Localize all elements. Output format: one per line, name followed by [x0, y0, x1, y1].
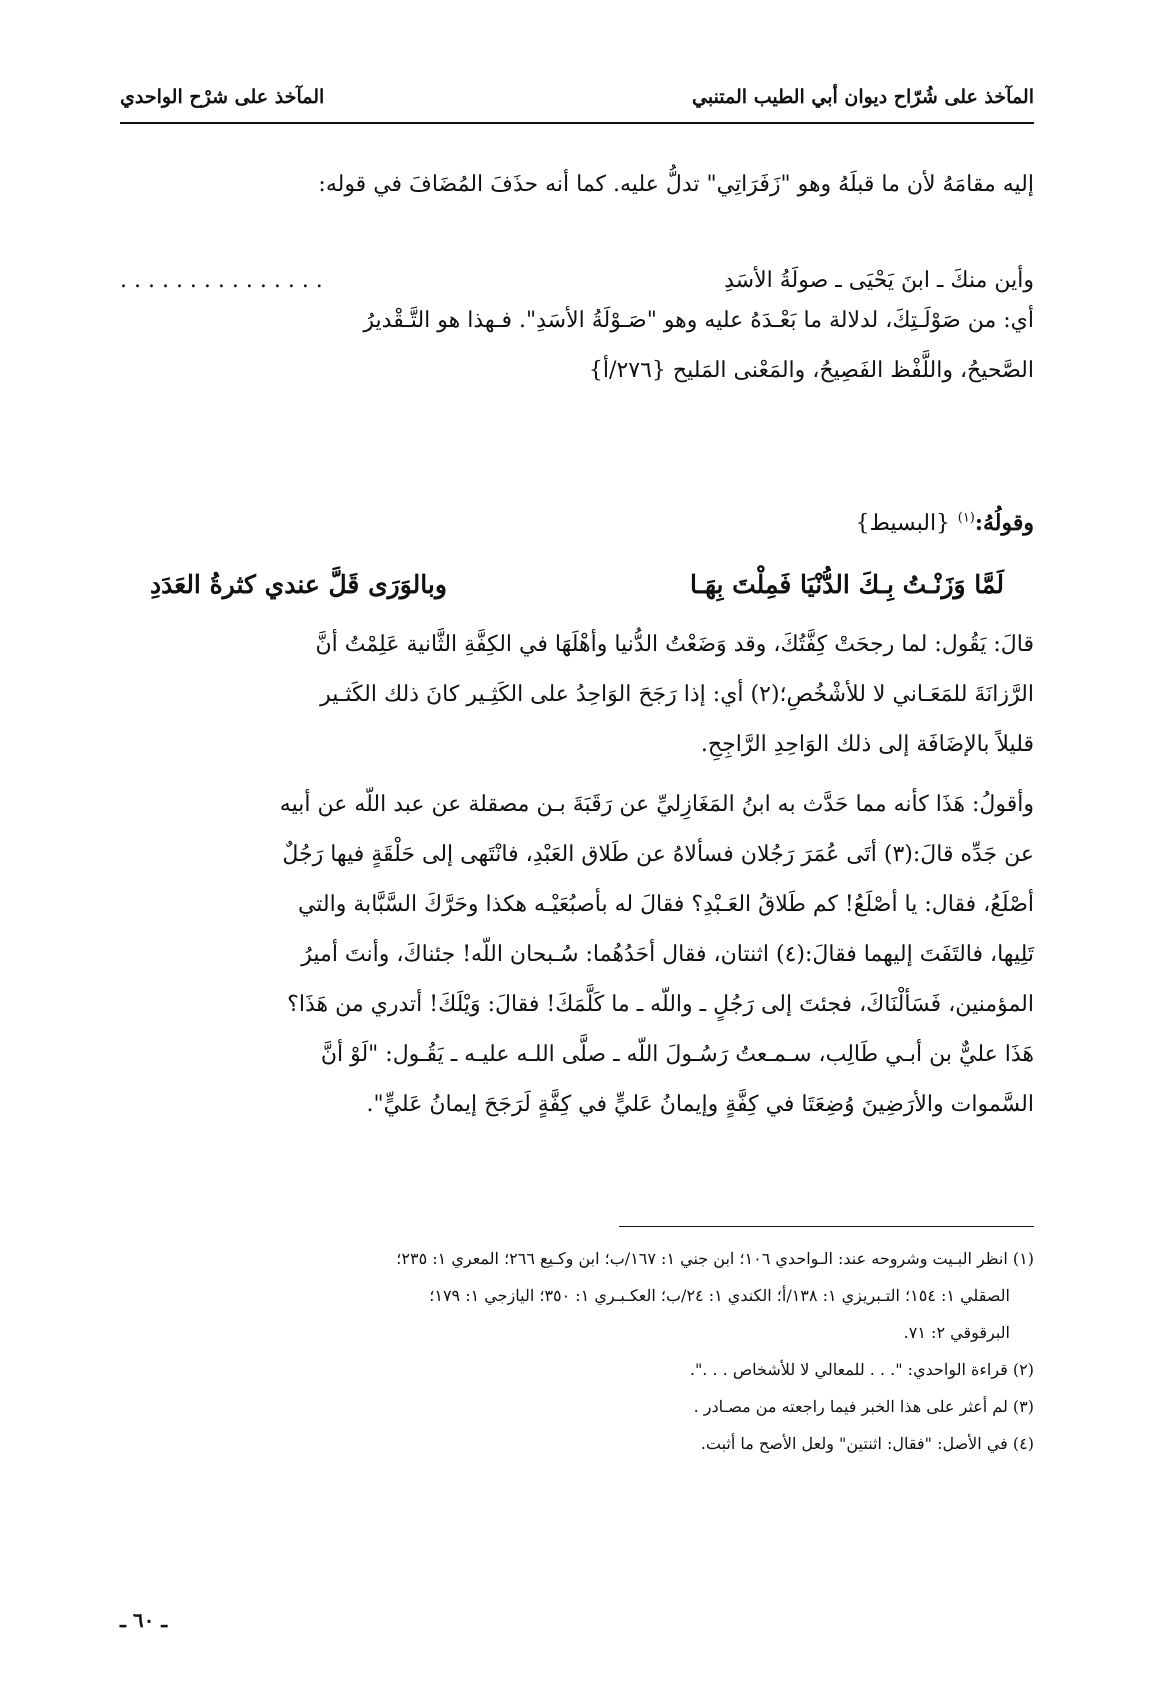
footnote-ref: (١): [957, 510, 975, 526]
text-line: الرَّزانَةَ للمَعَـاني لا للأشْخُصِ؛(٢) أي: إذا رَجَحَ الوَاحِدُ على الكَثِـير كانَ ذلك الكَثـير: [320, 682, 1034, 707]
text-line: المؤمنين، فَسَألْنَاكَ، فجئتَ إلى رَجُلٍ ـ واللّه ـ ما كَلَّمَكَ! فقالَ: وَيْلَكَ! أتدري من هَذَا؟: [287, 992, 1034, 1017]
top-paragraph: [120, 160, 1034, 210]
footnotes: [120, 1240, 1034, 1462]
text-line: السَّموات والأرَضِينَ وُضِعَتَا في كِفَّةٍ وإيمانُ عَليٍّ في كِفَّةٍ لَرَجَحَ إيمانُ عَليٍّ".: [366, 1092, 1034, 1117]
verse-second-hemistich: وبالوَرَى قَلَّ عندي كثرةُ العَدَدِ: [150, 570, 447, 599]
text-line: وأقولُ: هَذَا كأنه مما حَدَّث به ابنُ المَغَازِليِّ عن رَقَبَةَ بـن مصقلة عن عبد اللّه عن أبيه: [279, 792, 1034, 817]
footnote: (٤) في الأصل: "فقال: اثنتين" ولعل الأصح ما أثبت.: [700, 1434, 1034, 1453]
explanation-paragraph: [120, 296, 1034, 396]
text-line: قليلاً بالإضَافَة إلى ذلك الوَاحِدِ الرَّاجِحِ.: [700, 732, 1034, 757]
footnote-continuation: الصقلي ١: ١٥٤؛ التـبريزي ١: ١٣٨/أ؛ الكندي ١: ٢٤/ب؛ العكـبـري ١: ٣٥٠؛ اليازجي ١: ١٧٩؛: [429, 1286, 1010, 1305]
verse-omitted-hemistich: . . . . . . . . . . . . . . .: [120, 268, 323, 293]
page-number: ـ ٦٠ ـ: [120, 1608, 168, 1632]
text-line: إليه مقامَهُ لأن ما قبلَهُ وهو "زَفَرَاتِي" تدلُّ عليه. كما أنه حذَفَ المُضَافَ في قوله:: [318, 172, 1034, 197]
running-header: [120, 72, 1034, 124]
verse-first-hemistich: لَمَّا وَزَنْـتُ بِـكَ الدُّنْيَا فَمِلْتَ بِهَـا: [690, 570, 1004, 599]
main-verse: [120, 570, 1034, 618]
header-section-title: المآخذ على شرْح الواحدي: [120, 86, 325, 108]
footnote: (٢) قراءة الواحدي: ". . . للمعالي لا للأشخاص . . .".: [689, 1360, 1034, 1379]
text-line: أصْلَعُ، فقال: يا أصْلَعُ! كم طَلاقُ العَـبْدِ؟ فقالَ له بأصبُعَيْـه هكذا وحَرَّكَ السَّبَّابة والتي: [297, 892, 1034, 917]
text-line: أي: من صَوْلَـتِكَ، لدلالة ما بَعْـدَهُ عليه وهو "صَـوْلَةُ الأسَدِ". فـهذا هو التَّـقْديرُ: [363, 308, 1034, 333]
footnote-divider: [619, 1226, 1034, 1227]
footnote: (١) انظر البـيت وشروحه عند: الـواحدي ١٠٦؛ ابن جني ١: ١٦٧/ب؛ ابن وكـيع ٢٦٦؛ المعري ١: ٢٣٥؛: [396, 1249, 1034, 1268]
footnote-continuation: البرقوقي ٢: ٧١.: [903, 1323, 1010, 1342]
intro-label: وقولُهُ:: [974, 510, 1034, 536]
verse-hemistich: وأين منكَ ـ ابنَ يَحْيَى ـ صولَةُ الأسَدِ: [724, 268, 1034, 293]
aqul-paragraph: [120, 780, 1034, 1130]
verse-intro: [855, 510, 1034, 536]
text-line: الصَّحيحُ، واللَّفْظ الفَصِيحُ، والمَعْنى المَليح {٢٧٦/أ}: [588, 358, 1034, 383]
text-line: عن جَدِّه قالَ:(٣) أتَى عُمَرَ رَجُلان فسألاهُ عن طَلاق العَبْدِ، فانْتَهى إلى حَلْقَةٍ فيها رَجُلٌ: [282, 842, 1034, 867]
text-line: قالَ: يَقُول: لما رجحَتْ كِفَّتُكَ، وقد وَضَعْتُ الدُّنيا وأهْلَهَا في الكِفَّةِ الثَّانية عَلِمْتُ أنَّ: [315, 632, 1034, 657]
meter-label: {البسيط}: [855, 511, 951, 536]
footnote: (٣) لم أعثر على هذا الخبر فيما راجعته من مصـادر .: [693, 1397, 1034, 1416]
text-line: هَذَا عليٌّ بن أبـي طَالِب، سـمـعتُ رَسُـولَ اللّه ـ صلَّى اللـه عليـه ـ يَقُـول: "لَوْ أنَّ: [320, 1042, 1034, 1067]
text-line: تَلِيها، فالتَفَتَ إليهما فقالَ:(٤) اثنتان، فقال أحَدُهُما: سُـبحان اللّه! جئناكَ، وأنتَ أميرُ: [301, 942, 1034, 967]
qala-paragraph: [120, 620, 1034, 770]
header-book-title: المآخذ على شُرّاح ديوان أبي الطيب المتنبي: [692, 86, 1034, 108]
